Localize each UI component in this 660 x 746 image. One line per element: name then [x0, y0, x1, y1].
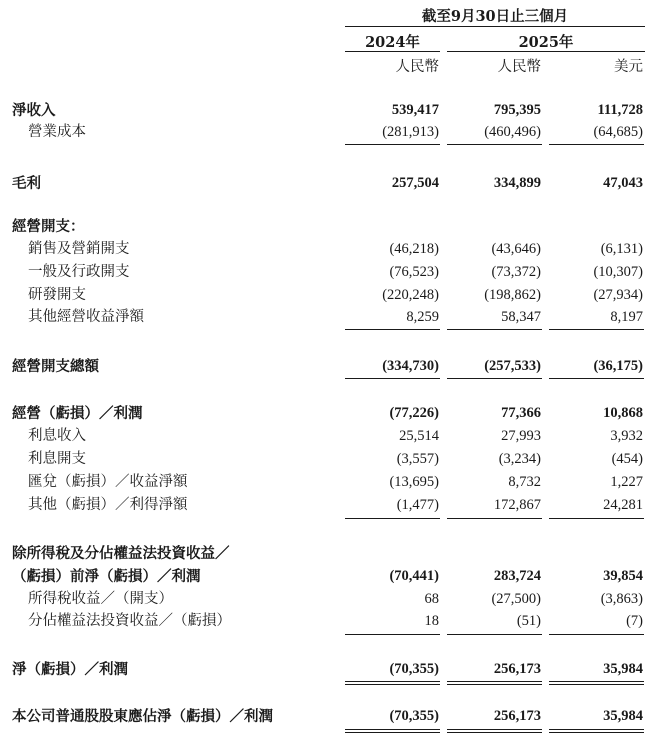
currency-rmb-2025: 人民幣: [497, 59, 541, 75]
row-pretax: [0, 566, 660, 587]
total-rule: [447, 729, 542, 730]
total-rule: [549, 732, 644, 733]
value-2024-rmb: (281,913): [382, 124, 439, 140]
row-general-admin: [0, 262, 660, 283]
value-2025-rmb: 77,366: [501, 405, 541, 421]
value-2025-usd: 47,043: [603, 175, 643, 191]
row-label: 淨收入: [12, 102, 56, 119]
subtotal-rule: [447, 634, 542, 635]
value-2025-rmb: (43,646): [491, 241, 541, 257]
row-label: 營業成本: [28, 124, 86, 140]
total-rule: [447, 684, 542, 685]
period-header-rule: [345, 26, 645, 27]
value-2024-rmb: 18: [424, 613, 439, 629]
row-op-profit: [0, 403, 660, 424]
total-rule: [447, 681, 542, 682]
subtotal-rule: [549, 518, 644, 519]
value-2025-usd: (6,131): [600, 241, 643, 257]
row-label: （虧損）前淨（虧損）／利潤: [12, 568, 201, 585]
period-header: 截至9月30日止三個月: [421, 8, 569, 25]
subtotal-rule: [447, 518, 542, 519]
value-2025-usd: 39,854: [603, 568, 643, 584]
value-2025-rmb: (460,496): [484, 124, 541, 140]
subtotal-rule: [345, 518, 440, 519]
value-2025-usd: 3,932: [610, 428, 643, 444]
value-2024-rmb: (70,441): [389, 568, 439, 584]
year-2025-rule: [447, 51, 645, 52]
value-2024-rmb: (70,355): [389, 708, 439, 724]
value-2024-rmb: 25,514: [399, 428, 439, 444]
value-2025-rmb: (198,862): [484, 287, 541, 303]
value-2024-rmb: (70,355): [389, 661, 439, 677]
row-net-revenue: [0, 100, 660, 121]
value-2025-usd: 1,227: [610, 474, 643, 490]
subtotal-rule: [345, 329, 440, 330]
value-2025-rmb: (51): [516, 613, 541, 629]
subtotal-rule: [447, 329, 542, 330]
row-opex-heading: [0, 216, 660, 237]
total-rule: [345, 729, 440, 730]
value-2025-rmb: 334,899: [493, 175, 541, 191]
value-2025-rmb: 283,724: [493, 568, 541, 584]
row-label: 毛利: [12, 175, 41, 192]
total-rule: [345, 681, 440, 682]
currency-usd: 美元: [614, 59, 643, 75]
value-2024-rmb: (220,248): [382, 287, 439, 303]
row-label: 利息開支: [28, 451, 86, 467]
row-label: 其他經營收益淨額: [28, 309, 144, 325]
subtotal-rule: [345, 144, 440, 145]
value-2025-usd: (7): [626, 613, 643, 629]
value-2024-rmb: (1,477): [396, 497, 439, 513]
value-2024-rmb: (46,218): [389, 241, 439, 257]
row-label: 經營（虧損）／利潤: [12, 405, 143, 422]
value-2025-rmb: (73,372): [491, 264, 541, 280]
subtotal-rule: [447, 144, 542, 145]
value-2024-rmb: 68: [424, 591, 439, 607]
currency-rmb-2024: 人民幣: [395, 59, 439, 75]
value-2025-usd: (10,307): [593, 264, 643, 280]
value-2025-rmb: 27,993: [501, 428, 541, 444]
row-net-profit: [0, 659, 660, 680]
row-label: 研發開支: [28, 287, 86, 303]
year-2025-header: 2025年: [518, 34, 574, 51]
year-2024-header: 2024年: [365, 34, 420, 51]
value-2025-rmb: 172,867: [493, 497, 541, 513]
row-label: 其他（虧損）／利得淨額: [28, 497, 188, 513]
value-2024-rmb: (76,523): [389, 264, 439, 280]
row-total-opex: [0, 356, 660, 377]
value-2025-rmb: 8,732: [508, 474, 541, 490]
value-2025-rmb: 58,347: [501, 309, 541, 325]
row-income-tax: [0, 589, 660, 610]
row-label: 經營開支：: [12, 218, 85, 235]
subtotal-rule: [549, 378, 644, 379]
row-label: 銷售及營銷開支: [28, 241, 130, 257]
row-label: 分佔權益法投資收益／（虧損）: [28, 613, 231, 629]
year-2024-rule: [345, 51, 440, 52]
subtotal-rule: [345, 378, 440, 379]
subtotal-rule: [549, 634, 644, 635]
value-2024-rmb: (3,557): [396, 451, 439, 467]
row-label: 經營開支總額: [12, 358, 99, 375]
row-cost-of-revenue: [0, 122, 660, 143]
row-fx: [0, 472, 660, 493]
row-selling-marketing: [0, 239, 660, 260]
value-2025-rmb: (27,500): [491, 591, 541, 607]
row-interest-income: [0, 426, 660, 447]
value-2024-rmb: (77,226): [389, 405, 439, 421]
subtotal-rule: [447, 378, 542, 379]
row-other-op-income: [0, 307, 660, 328]
value-2025-usd: 35,984: [603, 661, 643, 677]
value-2025-rmb: 256,173: [493, 708, 541, 724]
subtotal-rule: [549, 329, 644, 330]
value-2024-rmb: 539,417: [391, 102, 439, 118]
row-research-dev: [0, 285, 660, 306]
value-2024-rmb: (334,730): [382, 358, 439, 374]
row-label: 除所得稅及分佔權益法投資收益／: [12, 545, 230, 562]
value-2025-usd: 111,728: [597, 102, 643, 118]
value-2025-usd: 10,868: [603, 405, 643, 421]
value-2024-rmb: 257,504: [391, 175, 439, 191]
row-label: 本公司普通股股東應佔淨（虧損）／利潤: [12, 708, 273, 725]
total-rule: [549, 684, 644, 685]
value-2025-usd: (64,685): [593, 124, 643, 140]
value-2025-usd: 24,281: [603, 497, 643, 513]
row-interest-expense: [0, 449, 660, 470]
row-label: 一般及行政開支: [28, 264, 130, 280]
value-2025-usd: (454): [611, 451, 643, 467]
value-2024-rmb: 8,259: [406, 309, 439, 325]
value-2025-rmb: (3,234): [498, 451, 541, 467]
row-label: 淨（虧損）／利潤: [12, 661, 128, 678]
row-attributable: [0, 706, 660, 727]
value-2025-usd: 35,984: [603, 708, 643, 724]
total-rule: [345, 732, 440, 733]
row-equity-method: [0, 611, 660, 632]
value-2025-usd: (36,175): [593, 358, 643, 374]
row-label: 匯兌（虧損）／收益淨額: [28, 474, 188, 490]
total-rule: [447, 732, 542, 733]
value-2025-usd: 8,197: [610, 309, 643, 325]
value-2025-usd: (3,863): [600, 591, 643, 607]
value-2025-rmb: 795,395: [493, 102, 541, 118]
row-label: 所得稅收益／（開支）: [28, 591, 173, 607]
subtotal-rule: [345, 634, 440, 635]
value-2025-rmb: (257,533): [484, 358, 541, 374]
value-2025-rmb: 256,173: [493, 661, 541, 677]
total-rule: [549, 681, 644, 682]
row-other: [0, 495, 660, 516]
row-label: 利息收入: [28, 428, 86, 444]
total-rule: [549, 729, 644, 730]
total-rule: [345, 684, 440, 685]
value-2024-rmb: (13,695): [389, 474, 439, 490]
value-2025-usd: (27,934): [593, 287, 643, 303]
row-gross-profit: [0, 173, 660, 194]
row-pretax-line1: [0, 543, 660, 564]
subtotal-rule: [549, 144, 644, 145]
